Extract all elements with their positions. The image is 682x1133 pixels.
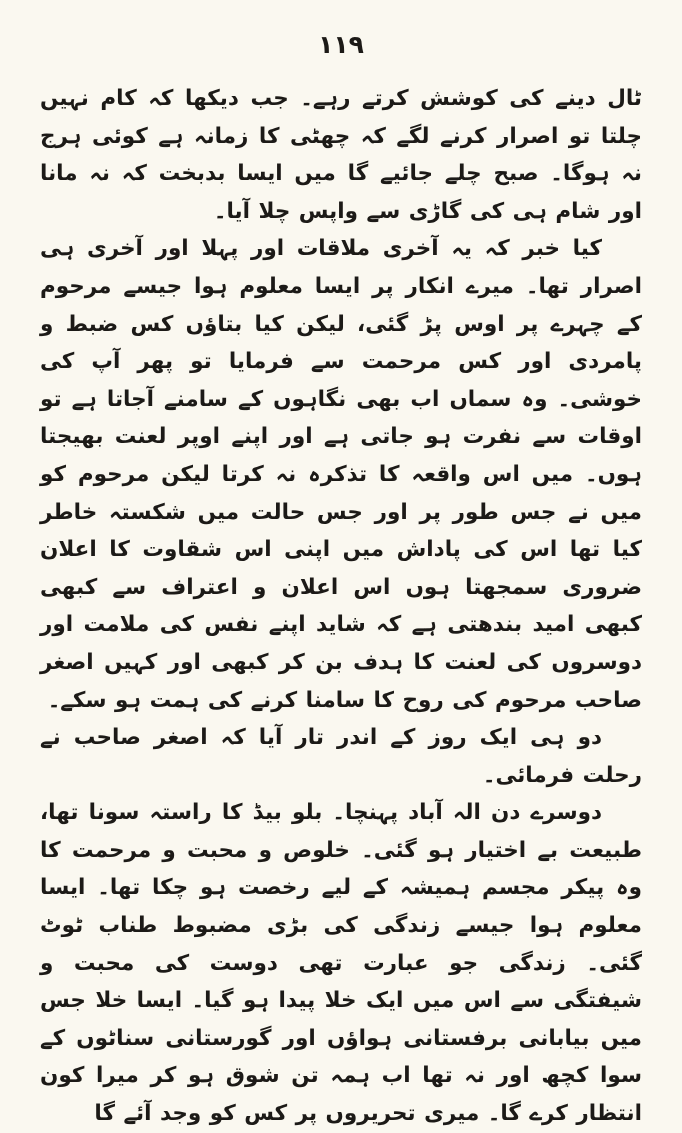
page-body <box>40 80 642 1133</box>
paragraph-3: دو ہی ایک روز کے اندر تار آیا کہ اصغر صاحب نے رحلت فرمائی۔ <box>40 725 642 788</box>
paragraph-2: کیا خبر کہ یہ آخری ملاقات اور پہلا اور آخری ہی اصرار تھا۔ میرے انکار پر ایسا معلوم ہوا جیسے مرحوم کے چہرے پر اوس پڑ گئی، لیکن کیا بتاؤں کس ضبط و پامردی اور کس مرحمت سے فرمایا تو پھر آپ کی خوشی۔ وہ سماں اب بھی نگاہوں کے سامنے آجاتا ہے تو اوقات سے نفرت ہو جاتی ہے اور اپنے اوپر لعنت بھیجتا ہوں۔ میں اس واقعہ کا تذکرہ نہ کرتا لیکن مرحوم کو میں نے جس طور پر اور جس حالت میں شکستہ خاطر کیا تھا اس کی پاداش میں اپنی اس شقاوت کا اعلان ضروری سمجھتا ہوں اس اعلان و اعتراف سے کبھی کبھی امید بندھتی ہے کہ شاید اپنے نفس کی ملامت اور دوسروں کی لعنت کا ہدف بن کر کبھی اور کہیں اصغر صاحب مرحوم کی روح کا سامنا کرنے کی ہمت ہو سکے۔ <box>40 236 642 713</box>
paragraph-1: ٹال دینے کی کوشش کرتے رہے۔ جب دیکھا کہ کام نہیں چلتا تو اصرار کرنے لگے کہ چھٹی کا زمانہ ہے کوئی ہرج نہ ہوگا۔ صبح چلے جائیے گا میں ایسا بدبخت کہ نہ مانا اور شام ہی کی گاڑی سے واپس چلا آیا۔ <box>40 86 642 224</box>
page-number: ۱۱۹ <box>318 30 364 59</box>
paragraph-4: دوسرے دن الہ آباد پہنچا۔ بلو بیڈ کا راستہ سونا تھا، طبیعت بے اختیار ہو گئی۔ خلوص و محبت و مرحمت کا وہ پیکر مجسم ہمیشہ کے لیے رخصت ہو چکا تھا۔ ایسا معلوم ہوا جیسے زندگی کی بڑی مضبوط طناب ٹوٹ گئی۔ زندگی جو عبارت تھی دوست کی محبت و شیفتگی سے اس میں ایک خلا پیدا ہو گیا۔ ایسا خلا جس میں بیابانی برفستانی ہواؤں اور گورستانی سناٹوں کے سوا کچھ اور نہ تھا اب ہمہ تن شوق ہو کر میرا کون انتظار کرے گا۔ میری تحریروں پر کس کو وجد آئے گا <box>40 800 642 1127</box>
